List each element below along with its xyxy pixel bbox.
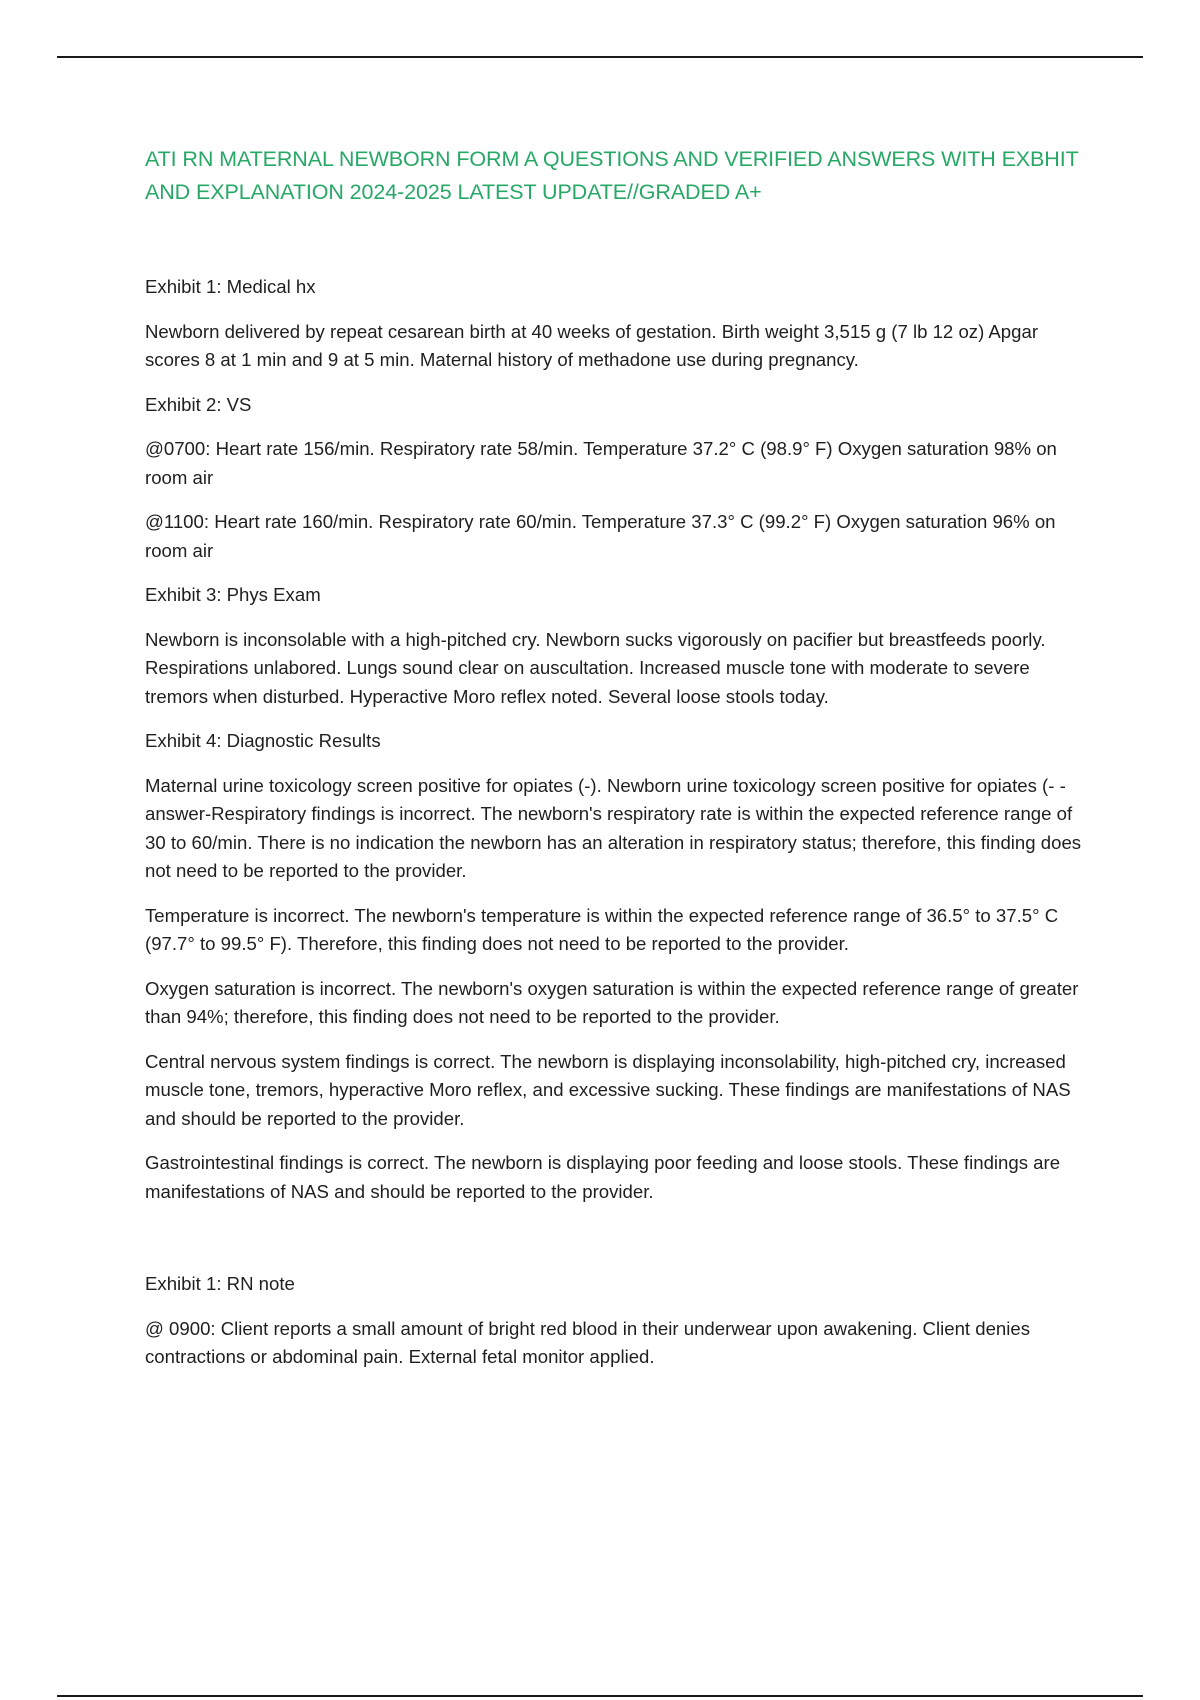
- exhibit-2-heading: Exhibit 2: VS: [145, 393, 252, 415]
- diagnostic-results-paragraph: Maternal urine toxicology screen positive for opiates (-). Newborn urine toxicology screen positive for opiates (- - answer-Respiratory findings is incorrect. The newborn's respiratory rate is within the expected reference range of 30 to 60/min. There is no indication the newborn has an alteration in respiratory status; therefore, this finding does not need to be reported to the provider.: [145, 774, 1082, 881]
- exhibit-4-heading: Exhibit 4: Diagnostic Results: [145, 730, 381, 751]
- gi-explanation-paragraph: Gastrointestinal findings is correct. The newborn is displaying poor feeding and loose stools. These findings are manifestations of NAS and should be reported to the provider.: [145, 1152, 1061, 1202]
- top-divider: [57, 56, 1143, 58]
- bottom-divider: [57, 1695, 1143, 1697]
- oxygen-explanation-paragraph: Oxygen saturation is incorrect. The newborn's oxygen saturation is within the expected reference range of greater than 94%; therefore, this finding does not need to be reported to the provider.: [145, 977, 1079, 1027]
- vitals-1100-paragraph: @1100: Heart rate 160/min. Respiratory rate 60/min. Temperature 37.3° C (99.2° F) Oxygen saturation 96% on room air: [145, 511, 1056, 561]
- document-body: [145, 273, 1090, 1372]
- exhibit-1-heading: Exhibit 1: Medical hx: [145, 276, 316, 297]
- physical-exam-paragraph: Newborn is inconsolable with a high-pitched cry. Newborn sucks vigorously on pacifier but breastfeeds poorly. Respirations unlabored. Lungs sound clear on auscultation. Increased muscle tone with moderate to severe tremors when disturbed. Hyperactive Moro reflex noted. Several loose stools today.: [145, 628, 1046, 707]
- medical-history-paragraph: Newborn delivered by repeat cesarean birth at 40 weeks of gestation. Birth weight 3,515 g (7 lb 12 oz) Apgar scores 8 at 1 min and 9 at 5 min. Maternal history of methadone use during pregnancy.: [145, 320, 1039, 370]
- document-page: [145, 143, 1090, 1388]
- temperature-explanation-paragraph: Temperature is incorrect. The newborn's temperature is within the expected reference range of 36.5° to 37.5° C (97.7° to 99.5° F). Therefore, this finding does not need to be reported to the provider.: [145, 904, 1059, 954]
- exhibit-3-heading: Exhibit 3: Phys Exam: [145, 584, 321, 605]
- document-title: ATI RN MATERNAL NEWBORN FORM A QUESTIONS AND VERIFIED ANSWERS WITH EXBHIT AND EXPLANATION 2024-2025 LATEST UPDATE//GRADED A+: [145, 147, 1079, 204]
- rn-note-heading: Exhibit 1: RN note: [145, 1273, 295, 1294]
- cns-explanation-paragraph: Central nervous system findings is correct. The newborn is displaying inconsolability, high-pitched cry, increased muscle tone, tremors, hyperactive Moro reflex, and excessive sucking. These findings are manifestations of NAS and should be reported to the provider.: [145, 1050, 1071, 1129]
- rn-note-paragraph: @ 0900: Client reports a small amount of bright red blood in their underwear upon awakening. Client denies contractions or abdominal pain. External fetal monitor applied.: [145, 1317, 1031, 1367]
- vitals-0700-paragraph: @0700: Heart rate 156/min. Respiratory rate 58/min. Temperature 37.2° C (98.9° F) Oxygen saturation 98% on room air: [145, 438, 1057, 488]
